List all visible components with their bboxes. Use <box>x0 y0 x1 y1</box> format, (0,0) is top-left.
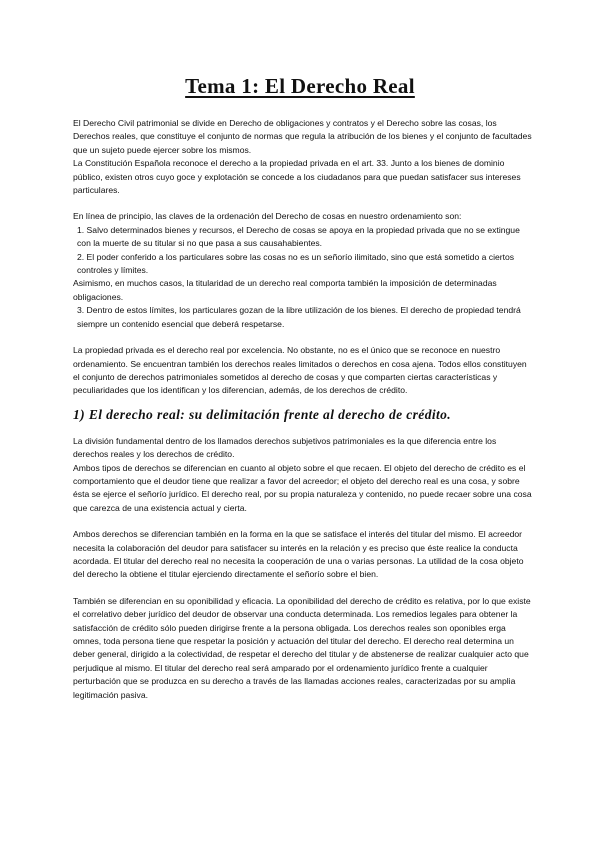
section-paragraph-1a: La división fundamental dentro de los llamados derechos subjetivos patrimoniales es la que diferencia entre los derechos reales y los derechos de crédito. <box>73 435 497 460</box>
keys-lead: En línea de principio, las claves de la ordenación del Derecho de cosas en nuestro ordenamiento son: <box>73 211 462 222</box>
keys-item-3: 3. Dentro de estos límites, los particulares gozan de la libre utilización de los bienes. El derecho de propiedad tendrá siempre un contenido esencial que deberá respetarse. <box>77 305 521 329</box>
keys-item-1: 1. Salvo determinados bienes y recursos, el Derecho de cosas se apoya en la propiedad privada que no se extingue con la muerte de su titular si no que pasa a sus causahabientes. <box>77 224 520 249</box>
section-paragraph-3: También se diferencian en su oponibilidad y eficacia. La oponibilidad del derecho de crédito es relativa, por lo que existe el correlativo deber jurídico del deudor de observar una conducta determinada. Los remedios legales para obtener la satisfacción de crédito sólo pueden dirigirse frente a la persona obligada. Los derechos reales son oponibles erga omnes, toda persona tiene que respetar la posición y actuación del titular del derecho. El derecho real determina un deber general, dirigido a la colectividad, de respetar el derecho del titular y de abstenerse de realizar cualquier acto que perjudique al mismo. El titular del derecho real será amparado por el ordenamiento jurídico frente a cualquier perturbación que se produzca en su derecho a través de las llamadas acciones reales, caracterizadas por su amplia legitimación pasiva. <box>73 595 531 700</box>
keys-item-2: 2. El poder conferido a los particulares sobre las cosas no es un señorío ilimitado, sino que está sometido a ciertos controles y límites. <box>77 251 515 276</box>
section-heading: 1) El derecho real: su delimitación frente al derecho de crédito. <box>73 406 452 422</box>
section-paragraph-2: Ambos derechos se diferencian también en la forma en la que se satisface el interés del titular del mismo. El acreedor necesita la colaboración del deudor para satisfacer su interés en la relación y es preciso que éste realice la conducta acordada. El titular del derecho real no necesita la cooperación de una o varias personas. La utilidad de la cosa objeto del derecho la obtiene el titular ejerciendo directamente el señorío sobre el bien. <box>73 529 524 580</box>
section-paragraph-1b: Ambos tipos de derechos se diferencian en cuanto al objeto sobre el que recaen. El objeto del derecho de crédito es el comportamiento que el deudor tiene que realizar a favor del acreedor; el objeto del derecho real es una cosa, y sobre ésta se ejerce el señorío jurídico. El derecho real, por su propia naturaleza y contenido, no puede recaer sobre una cosa que carezca de una existencia actual y cierta. <box>73 462 532 513</box>
document-body <box>73 117 532 702</box>
keys-item-2-note: Asimismo, en muchos casos, la titularidad de un derecho real comporta también la imposición de determinadas obligaciones. <box>73 278 497 302</box>
page-title: Tema 1: El Derecho Real <box>185 74 415 98</box>
intro-paragraph-1: El Derecho Civil patrimonial se divide en Derecho de obligaciones y contratos y el Derecho sobre las cosas, los Derechos reales, que constituye el conjunto de normas que regula la atribución de los bienes y el conjunto de facultades que un sujeto puede ejercer sobre los mismos. <box>73 118 532 155</box>
propiedad-paragraph: La propiedad privada es el derecho real por excelencia. No obstante, no es el único que se reconoce en nuestro ordenamiento. Se encuentran también los derechos reales limitados o derechos en cosa ajena. Todos ellos constituyen el conjunto de derechos patrimoniales sometidos al derecho de cosas y que comparten ciertas características y peculiaridades que los identifican y los diferencian, además, de los derechos de crédito. <box>73 345 527 396</box>
intro-paragraph-2: La Constitución Española reconoce el derecho a la propiedad privada en el art. 33. Junto a los bienes de dominio público, existen otros cuyo goce y explotación se concede a los ciudadanos para que puedan satisfacer sus intereses particulares. <box>73 158 521 196</box>
